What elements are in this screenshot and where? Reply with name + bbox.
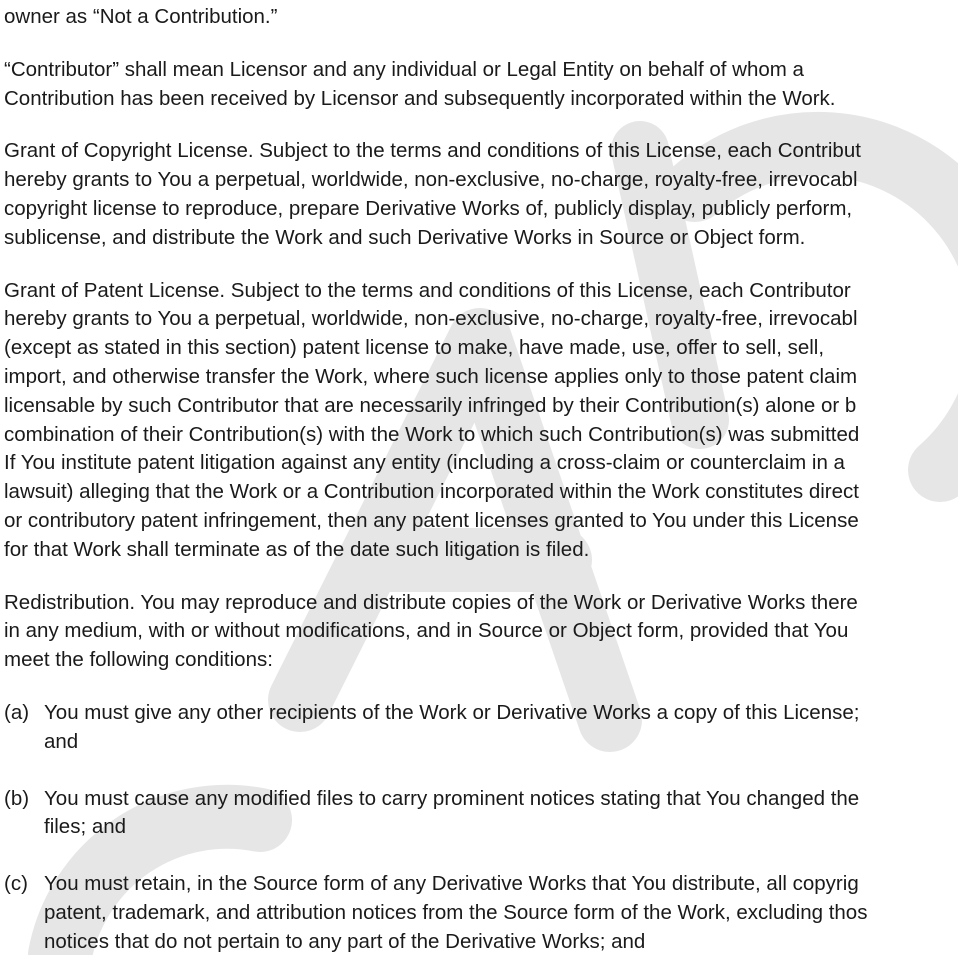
text-line: “Contributor” shall mean Licensor and any individual or Legal Entity on behalf of whom a (4, 57, 804, 81)
text-line: files; and (44, 815, 127, 839)
paragraph-redistribution (4, 589, 958, 675)
intro-line: owner as “Not a Contribution.” (4, 5, 278, 28)
text-line: You must give any other recipients of the Work or Derivative Works a copy of this License; (44, 700, 860, 724)
text-line: hereby grants to You a perpetual, worldwide, non-exclusive, no-charge, royalty-free, irrevocabl (4, 168, 858, 192)
text-line: patent, trademark, and attribution notices from the Source form of the Work, excluding thos (44, 900, 868, 924)
text-line: hereby grants to You a perpetual, worldwide, non-exclusive, no-charge, royalty-free, irrevocabl (4, 307, 858, 331)
list-item-a (4, 699, 958, 757)
text-line: Contribution has been received by Licensor and subsequently incorporated within the Work. (4, 86, 836, 110)
text-line: and (44, 729, 79, 753)
text-line: for that Work shall terminate as of the date such litigation is filed. (4, 537, 590, 561)
text-line: Grant of Copyright License. Subject to the terms and conditions of this License, each Contribut (4, 139, 861, 163)
text-line: You must cause any modified files to carry prominent notices stating that You changed the (44, 786, 860, 810)
text-line: licensable by such Contributor that are necessarily infringed by their Contribution(s) alone or b (4, 393, 857, 417)
text-line: You must retain, in the Source form of any Derivative Works that You distribute, all copyrig (44, 872, 859, 896)
list-item-body (44, 699, 958, 757)
text-line: or contributory patent infringement, then any patent licenses granted to You under this License (4, 508, 859, 532)
text-line: Grant of Patent License. Subject to the terms and conditions of this License, each Contributor (4, 278, 851, 302)
text-line: sublicense, and distribute the Work and such Derivative Works in Source or Object form. (4, 225, 806, 249)
text-line: meet the following conditions: (4, 648, 273, 672)
list-item-b (4, 785, 958, 843)
list-item-body (44, 785, 958, 843)
license-text (4, 3, 958, 955)
text-line: in any medium, with or without modifications, and in Source or Object form, provided that You (4, 619, 849, 643)
list-item-c (4, 870, 958, 955)
text-line: notices that do not pertain to any part of the Derivative Works; and (44, 929, 646, 953)
intro-paragraph (4, 3, 958, 32)
paragraph-contributor-definition (4, 56, 958, 114)
text-line: copyright license to reproduce, prepare Derivative Works of, publicly display, publicly perform, (4, 196, 853, 220)
list-marker: (b) (4, 786, 30, 810)
paragraph-copyright-license (4, 137, 958, 252)
text-line: If You institute patent litigation against any entity (including a cross-claim or counterclaim in a (4, 451, 845, 475)
text-line: lawsuit) alleging that the Work or a Contribution incorporated within the Work constitutes direct (4, 480, 859, 504)
text-line: import, and otherwise transfer the Work, where such license applies only to those patent claim (4, 364, 858, 388)
list-item-body (44, 870, 958, 955)
text-line: Redistribution. You may reproduce and distribute copies of the Work or Derivative Works there (4, 590, 858, 614)
text-line: combination of their Contribution(s) with the Work to which such Contribution(s) was submitted (4, 422, 860, 446)
text-line: (except as stated in this section) patent license to make, have made, use, offer to sell, sell, (4, 336, 825, 360)
list-marker: (c) (4, 872, 28, 896)
paragraph-patent-license (4, 277, 958, 565)
list-marker: (a) (4, 700, 30, 724)
